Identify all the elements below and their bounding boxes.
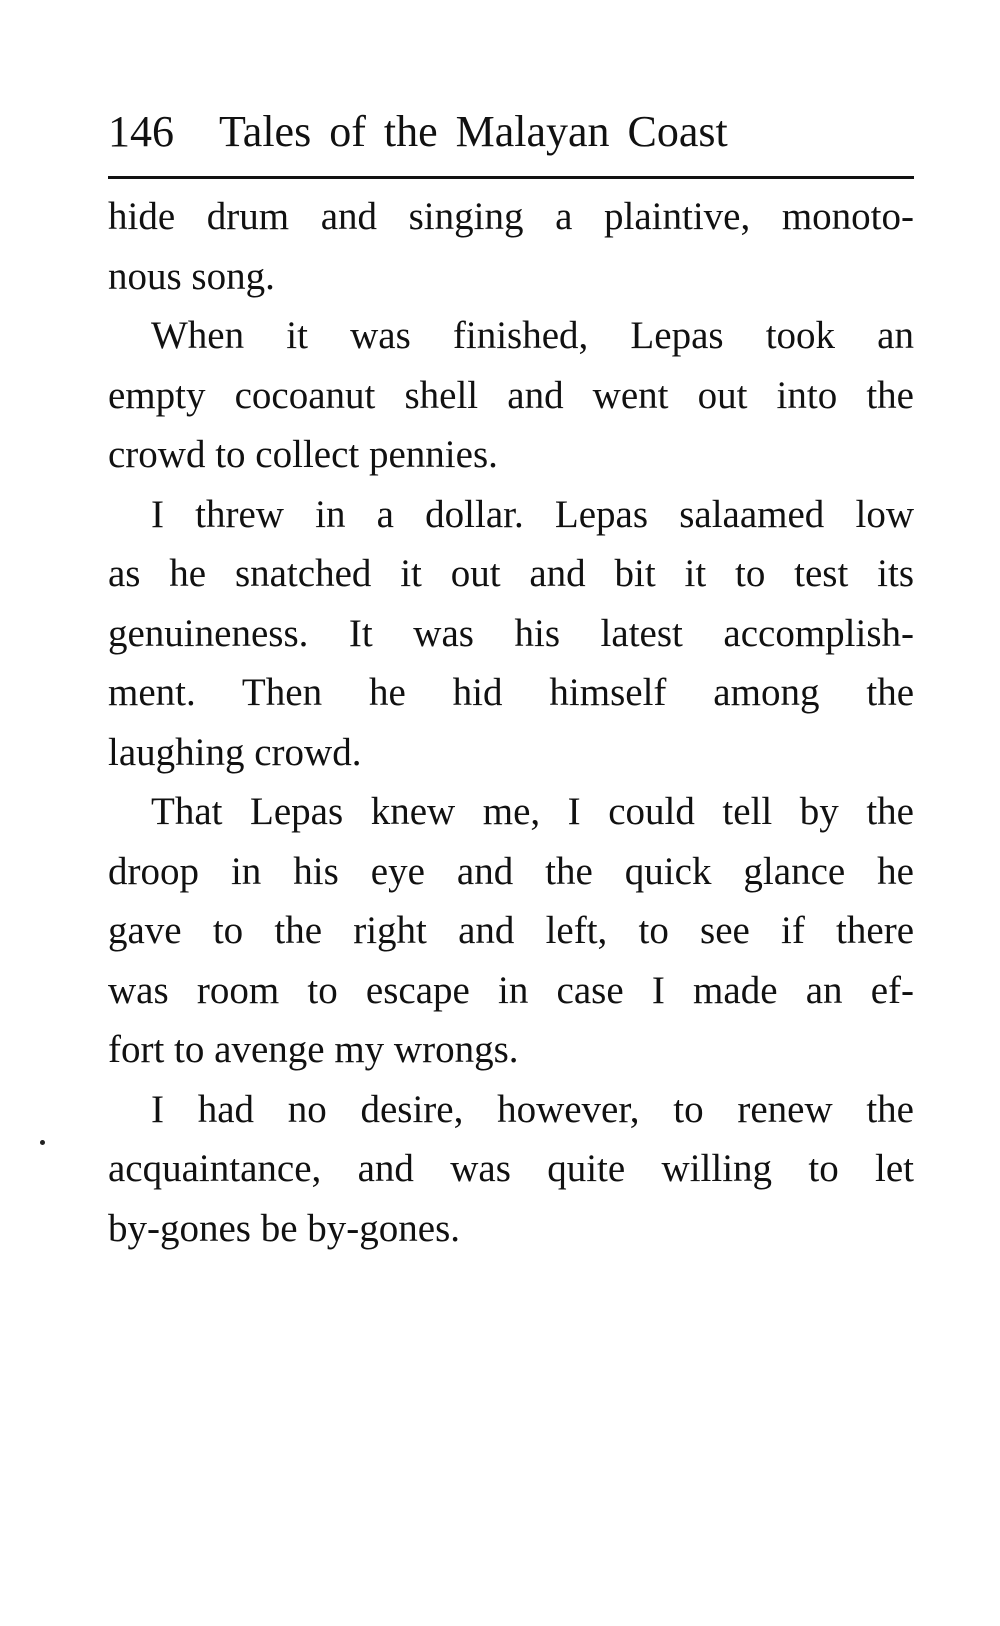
text-line: ment. Then he hid himself among the [108,671,914,714]
text-line: genuineness. It was his latest accomplish- [108,611,914,655]
paragraph-start-line: When it was finished, Lepas took an [151,314,914,357]
paragraph-start-line: That Lepas knew me, I could tell by the [151,790,914,833]
text-line: hide drum and singing a plaintive, monoto- [108,195,914,238]
text-line: empty cocoanut shell and went out into the [108,373,914,417]
page-number: 146 [108,107,174,156]
text-line: as he snatched it out and bit it to test its [108,552,914,595]
ink-speck [40,1140,45,1145]
text-line: fort to avenge my wrongs. [108,1028,519,1071]
text-line: by-gones be by-gones. [108,1206,461,1250]
text-line: nous song. [108,254,275,298]
paragraph-start-line: I had no desire, however, to renew the [151,1087,914,1131]
header-rule [108,176,914,179]
book-title: Tales of the Malayan Coast [219,107,728,156]
body-text [108,187,914,1258]
running-head [108,96,914,176]
text-line: acquaintance, and was quite willing to let [108,1147,914,1190]
text-line: crowd to collect pennies. [108,433,498,476]
text-line: laughing crowd. [108,730,362,774]
text-line: was room to escape in case I made an ef- [108,968,914,1012]
text-line: droop in his eye and the quick glance he [108,849,914,893]
paragraph-start-line: I threw in a dollar. Lepas salaamed low [151,492,914,536]
text-line: gave to the right and left, to see if there [108,909,914,952]
